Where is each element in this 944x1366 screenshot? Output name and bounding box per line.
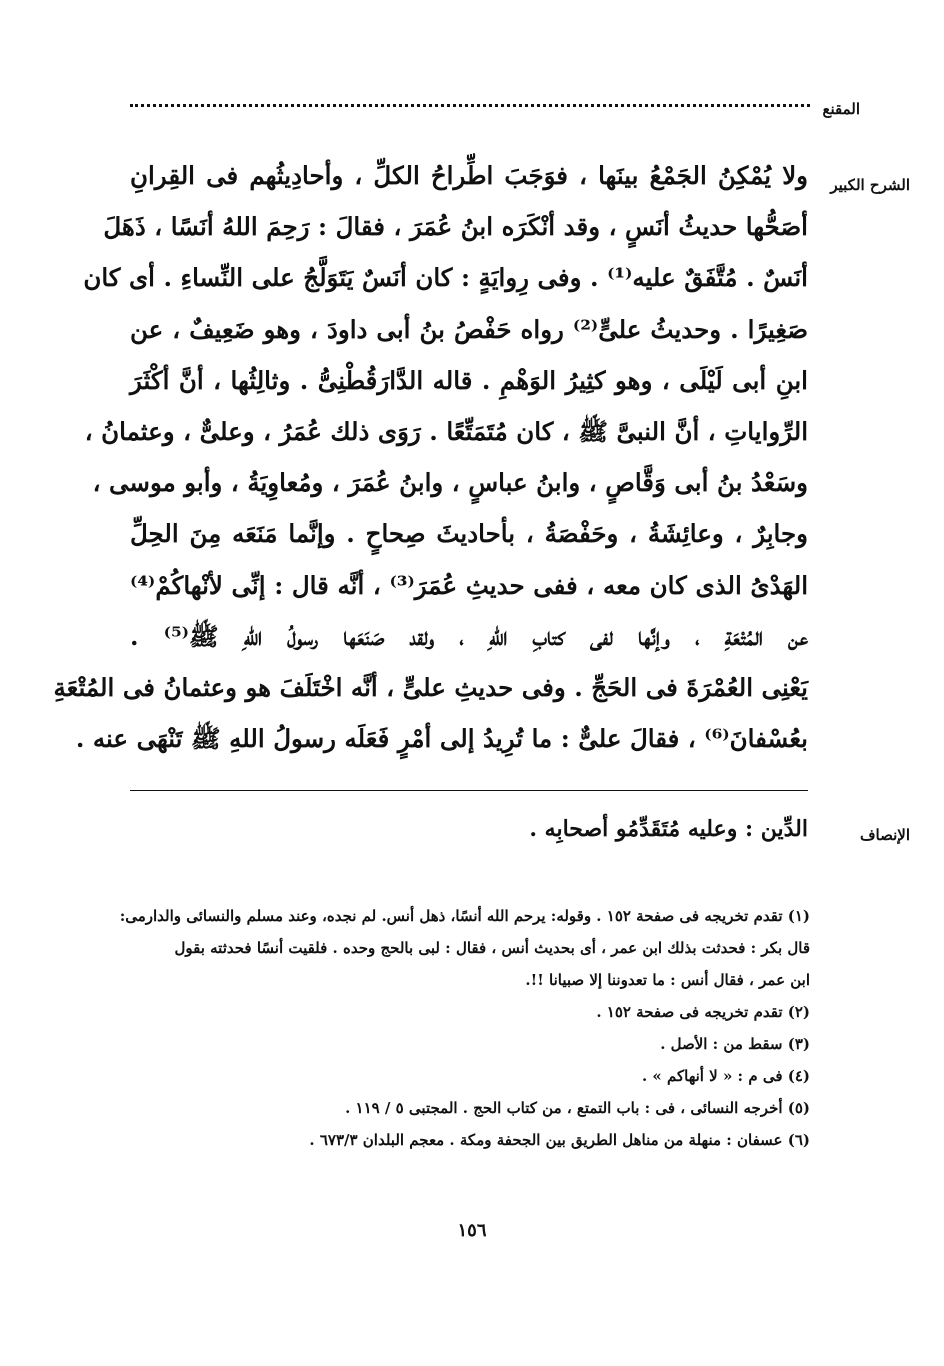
text-line: الرِّواياتِ ، أنَّ النبىَّ ﷺ ، كان مُتَمَتِّعًا . رَوَى ذلك عُمَرُ ، وعلىٌّ ، وعثمانُ ، [84,417,808,447]
text-line: بعُسْفانَ⁽⁶⁾ ، فقالَ علىٌّ : ما تُرِيدُ إلى أمْرٍ فَعَلَه رسولُ اللهِ ﷺ تَنْهَى عنه . [75,724,808,754]
main-text-block [53,150,809,764]
text-line: عن المُتْعَةِ ، وإنَّها لفى كتابِ اللهِ ، ولقد صَنَعَها رسولُ اللهِ ﷺ⁽⁵⁾ . [130,621,808,651]
text-line: وسَعْدُ بنُ أبى وَقَّاصٍ ، وابنُ عباسٍ ، وابنُ عُمَرَ ، ومُعاوِيَةُ ، وأبو موسى ، [92,468,808,498]
text-line: أصَحُّها حديثُ أنَسٍ ، وقد أنْكَرَه ابنُ عُمَرَ ، فقالَ : رَحِمَ اللهُ أنَسًا ، ذَهَلَ [103,212,808,242]
page-number: ١٥٦ [457,1220,487,1241]
footnote-line: (٤) فى م : « لا أنهاكم » . [641,1067,810,1085]
text-line: وجابِرٌ ، وعائِشَةُ ، وحَفْصَةُ ، بأحاديثَ صِحاحٍ . وإنَّما مَنَعَه مِنَ الحِلِّ [130,519,808,549]
footnote-line: ابن عمر ، فقال أنس : ما تعدوننا إلا صبيانا !!. [525,971,810,989]
text-line: ابنِ أبى لَيْلَى ، وهو كثِيرُ الوَهْمِ . قاله الدَّارَقُطْنِىُّ . وثالِثُها ، أنَّ أكْثَرَ [130,365,808,395]
footnote-line: قال بكر : فحدثت بذلك ابن عمر ، أى بحديث أنس ، فقال : لبى بالحج وحده . فلقيت أنسًا فحدثته بقول [174,939,810,957]
footnote-line: (٢) تقدم تخريجه فى صفحة ١٥٢ . [596,1003,810,1021]
text-line: أنَسٌ . مُتَّفَقٌ عليه⁽¹⁾ . وفى رِوايَةٍ : كان أنَسٌ يَتَوَلَّجُ على النِّساءِ . أى كان [83,263,808,293]
section-divider [130,790,808,791]
footnote-line: (٥) أخرجه النسائى ، فى : باب التمتع ، من كتاب الحج . المجتبى ٥ / ١١٩ . [345,1099,810,1117]
sharh-section-label: الشرح الكبير [830,176,910,194]
footnote-line: (٦) عسفان : منهلة من مناهل الطريق بين الجحفة ومكة . معجم البلدان ٦٧٣/٣ . [309,1131,810,1149]
footnote-line: (١) تقدم تخريجه فى صفحة ١٥٢ . وقوله: يرحم الله أنسًا، ذهل أنس. لم نجده، وعند مسلم والنسائى والدارمى: [119,907,810,925]
header-dotted-rule [130,104,810,107]
footnotes [119,900,810,1156]
text-line: الهَدْىُ الذى كان معه ، ففى حديثِ عُمَرَ⁽³⁾ ، أنَّه قال : إنِّى لأنْهاكُمْ⁽⁴⁾ [130,570,808,600]
insaf-text: الدِّين : وعليه مُتَقَدِّمُو أصحابِه . [529,816,808,842]
text-line: صَغِيرًا . وحديثُ علىٍّ⁽²⁾ رواه حَفْصُ بنُ أبى داودَ ، وهو ضَعِيفٌ ، عن [130,314,809,344]
book-title: المقنع [822,100,860,118]
footnote-line: (٣) سقط من : الأصل . [660,1035,810,1053]
text-line: يَعْنِى العُمْرَةَ فى الحَجِّ . وفى حديثِ علىٍّ ، أنَّه اخْتَلَفَ هو وعثمانُ فى المُتْعَةِ [53,673,808,703]
insaf-section-label: الإنصاف [859,826,910,844]
text-line: ولا يُمْكِنُ الجَمْعُ بينَها ، فوَجَبَ اطِّراحُ الكلِّ ، وأحادِيثُهم فى القِرانِ [130,161,808,190]
